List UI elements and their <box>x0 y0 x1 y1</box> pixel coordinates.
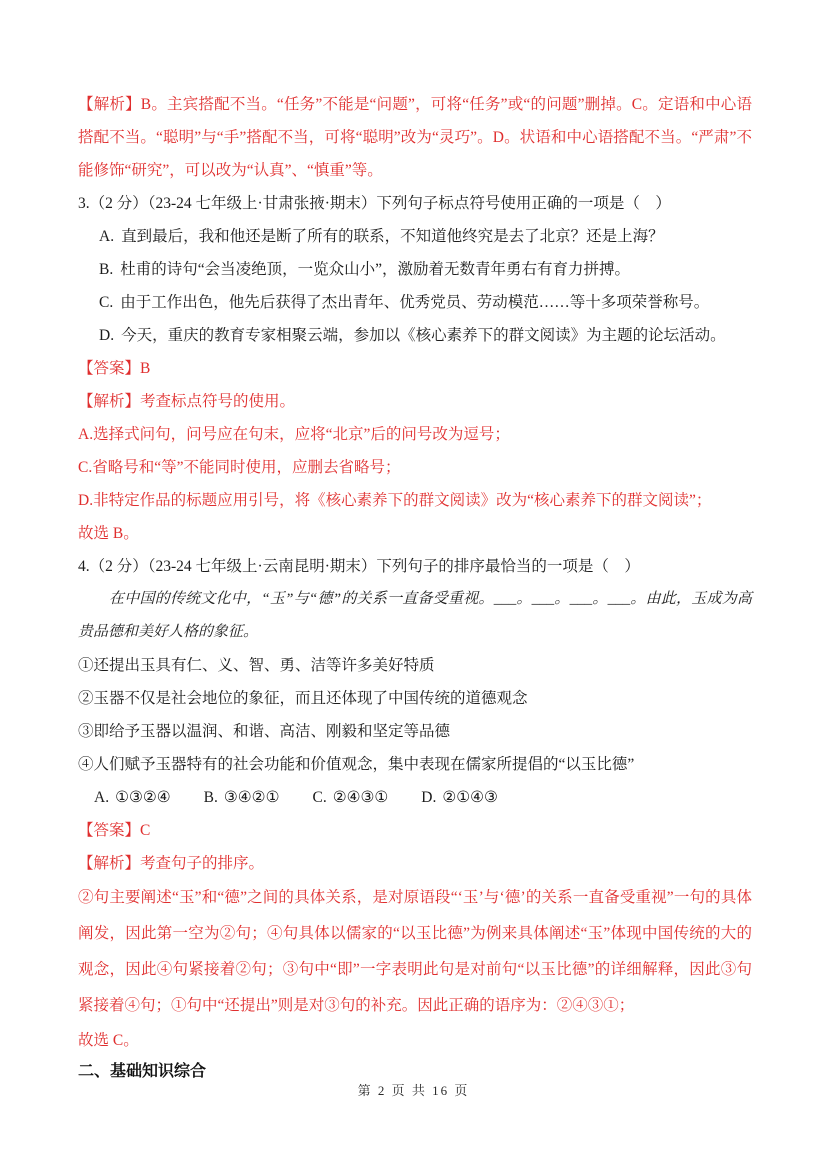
q3-analysis-point-a: A.选择式问句，问号应在句末，应将“北京”后的问号改为逗号； <box>78 426 510 443</box>
q4-passage: 在中国的传统文化中，“玉”与“德”的关系一直备受重视。___。___。___。___。由此，玉成为高贵品德和美好人格的象征。 <box>78 591 752 640</box>
q4-sentence-2: ②玉器不仅是社会地位的象征，而且还体现了中国传统的道德观念 <box>78 690 528 707</box>
q4-answer: 【答案】C <box>78 822 151 839</box>
q3-option-a <box>78 220 752 253</box>
q4-choice-b-text: ③④②① <box>223 789 280 806</box>
q3-option-c-label: C. <box>99 294 114 311</box>
q3-option-c-text: 由于工作出色，他先后获得了杰出青年、优秀党员、劳动模范……等十多项荣誉称号。 <box>120 294 710 311</box>
q4-choice-d-label: D. <box>421 789 437 806</box>
q3-option-d-text: 今天，重庆的教育专家相聚云端，参加以《核心素养下的群文阅读》为主题的论坛活动。 <box>121 327 726 344</box>
q4-stem: 4.（2 分）（23-24 七年级上·云南昆明·期末）下列句子的排序最恰当的一项是（ ） <box>78 558 640 575</box>
q3-option-b-text: 杜甫的诗句“会当凌绝顶，一览众山小”，激励着无数青年勇右有育力拼搏。 <box>120 261 630 278</box>
q3-answer: 【答案】B <box>78 360 151 377</box>
q3-option-c <box>78 286 752 319</box>
q4-sentence-3: ③即给予玉器以温润、和谐、高洁、刚毅和坚定等品德 <box>78 723 451 740</box>
q3-analysis-intro: 【解析】考查标点符号的使用。 <box>78 393 296 410</box>
q3-option-d-label: D. <box>99 327 115 344</box>
q4-choice-c-label: C. <box>312 789 327 806</box>
q3-analysis-point-c: C.省略号和“等”不能同时使用，应删去省略号； <box>78 459 401 476</box>
q4-choice-a-label: A. <box>94 789 110 806</box>
q3-stem: 3.（2 分）（23-24 七年级上·甘肃张掖·期末）下列句子标点符号使用正确的一项是（ ） <box>78 195 671 212</box>
q3-option-b-label: B. <box>99 261 114 278</box>
q4-conclusion: 故选 C。 <box>78 1032 139 1049</box>
q2-analysis-paragraph: 【解析】B。主宾搭配不当。“任务”不能是“问题”，可将“任务”或“的问题”删掉。C。定语和中心语搭配不当。“聪明”与“手”搭配不当，可将“聪明”改为“灵巧”。D。状语和中心语搭配不当。“严肃”不能修饰“研究”，可以改为“认真”、“慎重”等。 <box>78 96 752 179</box>
q4-choice-row <box>78 781 752 814</box>
q3-conclusion: 故选 B。 <box>78 525 139 542</box>
q3-analysis-point-d: D.非特定作品的标题应用引号，将《核心素养下的群文阅读》改为“核心素养下的群文阅读”； <box>78 492 712 509</box>
q3-option-d <box>78 319 752 352</box>
page-content <box>78 88 752 1087</box>
section2-heading: 二、基础知识综合 <box>78 1063 207 1080</box>
q4-analysis-intro: 【解析】考查句子的排序。 <box>78 855 265 872</box>
q4-sentence-4: ④人们赋予玉器特有的社会功能和价值观念，集中表现在儒家所提倡的“以玉比德” <box>78 756 635 773</box>
page-number-footer: 第 2 页 共 16 页 <box>357 1083 470 1098</box>
q4-sentence-1: ①还提出玉具有仁、义、智、勇、洁等许多美好特质 <box>78 657 435 674</box>
q3-option-a-label: A. <box>99 228 115 245</box>
q4-choice-a <box>94 781 171 814</box>
q3-option-b <box>78 253 752 286</box>
q4-analysis-body: ②句主要阐述“玉”和“德”之间的具体关系，是对原语段“‘玉’与‘德’的关系一直备受重视”一句的具体阐发，因此第一空为②句；④句具体以儒家的“以玉比德”为例来具体阐述“玉”体现中国传统的大的观念，因此④句紧接着②句；③句中“即”一字表明此句是对前句“以玉比德”的详细解释，因此③句紧接着④句；①句中“还提出”则是对③句的补充。因此正确的语序为：②④③①； <box>78 889 752 1014</box>
q4-choice-b-label: B. <box>203 789 218 806</box>
q4-choice-c <box>312 781 388 814</box>
q4-choice-c-text: ②④③① <box>332 789 389 806</box>
q4-choice-a-text: ①③②④ <box>115 789 171 806</box>
q3-option-a-text: 直到最后，我和他还是断了所有的联系，不知道他终究是去了北京？还是上海？ <box>121 228 664 245</box>
q4-choice-b <box>204 781 280 814</box>
q4-choice-d <box>421 781 498 814</box>
q4-choice-d-text: ②①④③ <box>442 789 498 806</box>
